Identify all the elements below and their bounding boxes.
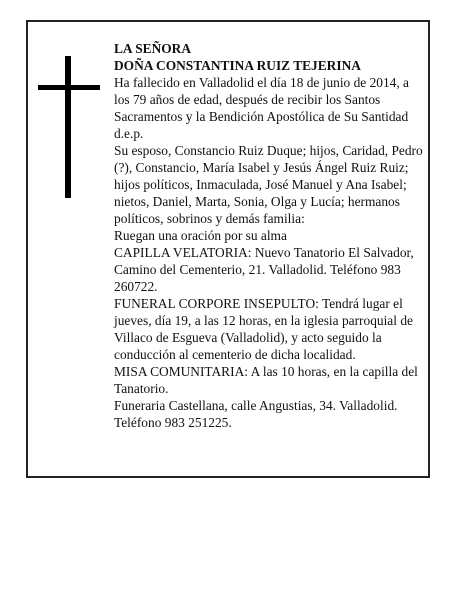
funeral-info: FUNERAL CORPORE INSEPULTO: Tendrá lugar el jueves, día 19, a las 12 horas, en la iglesia parroquial de Villaco de Esgueva (Valladolid), y acto seguido la conducción al cementerio de dicha localidad.: [114, 296, 413, 362]
funeral-home-info: Funeraria Castellana, calle Angustias, 34. Valladolid. Teléfono 983 251225.: [114, 398, 398, 430]
cross-icon: [38, 56, 100, 198]
family-list: Su esposo, Constancio Ruiz Duque; hijos, Caridad, Pedro (?), Constancio, María Isabel y Jesús Ángel Ruiz Ruiz; hijos políticos, Inmaculada, José Manuel y Ana Isabel; nietos, Daniel, Marta, Sonia, Olga y Lucía; hermanos políticos, sobrinos y demás familia:: [114, 143, 423, 226]
prayer-request: Ruegan una oración por su alma: [114, 228, 287, 243]
chapel-info: CAPILLA VELATORIA: Nuevo Tanatorio El Salvador, Camino del Cementerio, 21. Valladolid. Teléfono 983 260722.: [114, 245, 414, 294]
obituary-notice: [26, 20, 430, 478]
notice-text: [114, 40, 424, 431]
deceased-name: DOÑA CONSTANTINA RUIZ TEJERINA: [114, 58, 361, 73]
cross-horizontal-bar: [38, 85, 100, 90]
mass-info: MISA COMUNITARIA: A las 10 horas, en la capilla del Tanatorio.: [114, 364, 418, 396]
death-announcement: Ha fallecido en Valladolid el día 18 de junio de 2014, a los 79 años de edad, después de recibir los Santos Sacramentos y la Bendición Apostólica de Su Santidad d.e.p.: [114, 75, 410, 141]
notice-title: LA SEÑORA: [114, 41, 192, 56]
cross-vertical-bar: [65, 56, 71, 198]
